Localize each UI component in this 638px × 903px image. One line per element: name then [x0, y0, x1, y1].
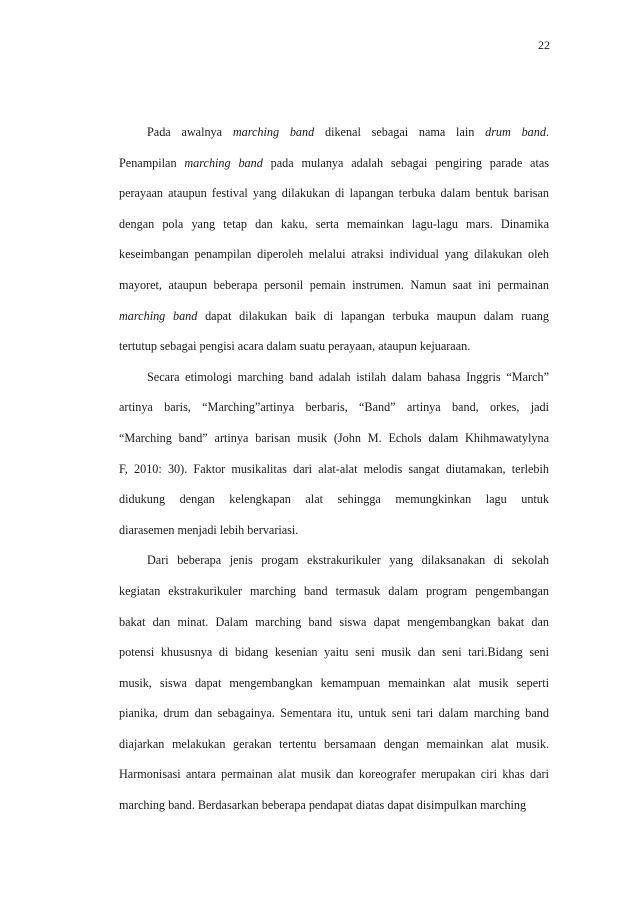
text-run: diajarkan melakukan gerakan tertentu bersamaan dengan memainkan alat musik. — [119, 736, 549, 751]
text-run: tertutup sebagai pengisi acara dalam suatu perayaan, ataupun kejuaraan. — [119, 339, 471, 354]
text-line — [119, 576, 549, 607]
body-text — [119, 117, 549, 821]
text-line — [119, 759, 549, 790]
italic-text: marching band — [119, 308, 198, 323]
text-run: mayoret, ataupun beberapa personil pemain instrumen. Namun saat ini permainan — [119, 277, 549, 292]
text-line — [119, 331, 549, 362]
text-run: potensi khususnya di bidang kesenian yaitu seni musik dan seni tari.Bidang seni — [119, 645, 549, 660]
text-run: musik, siswa dapat mengembangkan kemampuan memainkan alat musik seperti — [119, 675, 549, 690]
text-line — [119, 301, 549, 332]
text-run: didukung dengan kelengkapan alat sehingga memungkinkan lagu untuk — [119, 492, 549, 507]
page-number: 22 — [538, 38, 550, 52]
text-line — [119, 392, 549, 423]
text-run: dikenal sebagai nama lain — [314, 125, 486, 139]
italic-text: marching band — [232, 125, 315, 139]
text-run: artinya baris, “Marching”artinya berbaris, “Band” artinya band, orkes, jadi — [119, 400, 549, 415]
text-run: kegiatan ekstrakurikuler marching band termasuk dalam program pengembangan — [119, 583, 549, 598]
italic-text: marching band — [184, 155, 263, 170]
text-line — [119, 698, 549, 729]
text-run: Dari beberapa jenis progam ekstrakurikuler yang dilaksanakan di sekolah — [147, 553, 549, 568]
text-line — [119, 515, 549, 546]
text-run: pada mulanya adalah sebagai pengiring parade atas — [262, 155, 549, 170]
paragraph — [119, 545, 549, 820]
text-line — [119, 209, 549, 240]
paragraph — [119, 117, 549, 362]
text-line — [119, 423, 549, 454]
paragraph — [119, 362, 549, 546]
text-line — [119, 270, 549, 301]
text-run: Harmonisasi antara permainan alat musik dan koreografer merupakan ciri khas dari — [119, 767, 549, 782]
text-run: F, 2010: 30). Faktor musikalitas dari alat-alat melodis sangat diutamakan, terlebih — [119, 461, 549, 476]
text-line — [119, 454, 549, 485]
text-line — [119, 790, 549, 821]
text-line — [119, 239, 549, 270]
text-run: marching band. Berdasarkan beberapa pendapat diatas dapat disimpulkan marching — [119, 798, 527, 813]
text-run: Pada awalnya — [147, 125, 233, 139]
text-run: diarasemen menjadi lebih bervariasi. — [119, 522, 299, 537]
text-run: perayaan ataupun festival yang dilakukan di lapangan terbuka dalam bentuk barisan — [119, 186, 549, 201]
italic-text: drum band — [485, 125, 546, 139]
text-run: . — [545, 125, 549, 139]
text-run: Penampilan — [119, 155, 185, 170]
text-run: pianika, drum dan sebagainya. Sementara itu, untuk seni tari dalam marching band — [119, 706, 549, 721]
text-run: dapat dilakukan baik di lapangan terbuka maupun dalam ruang — [197, 308, 549, 323]
text-line — [119, 637, 549, 668]
text-line — [119, 148, 549, 179]
text-run: keseimbangan penampilan diperoleh melalui atraksi individual yang dilakukan oleh — [119, 247, 549, 262]
text-line — [119, 362, 549, 393]
text-line — [119, 484, 549, 515]
text-line — [119, 668, 549, 699]
text-line — [119, 729, 549, 760]
text-line — [119, 545, 549, 576]
text-line — [119, 607, 549, 638]
text-run: dengan pola yang tetap dan kaku, serta memainkan lagu-lagu mars. Dinamika — [119, 216, 549, 231]
text-line — [119, 117, 549, 148]
text-line — [119, 178, 549, 209]
text-run: “Marching band” artinya barisan musik (John M. Echols dalam Khihmawatylyna — [119, 430, 549, 445]
text-run: bakat dan minat. Dalam marching band siswa dapat mengembangkan bakat dan — [119, 614, 549, 629]
text-run: Secara etimologi marching band adalah istilah dalam bahasa Inggris “March” — [147, 369, 549, 384]
